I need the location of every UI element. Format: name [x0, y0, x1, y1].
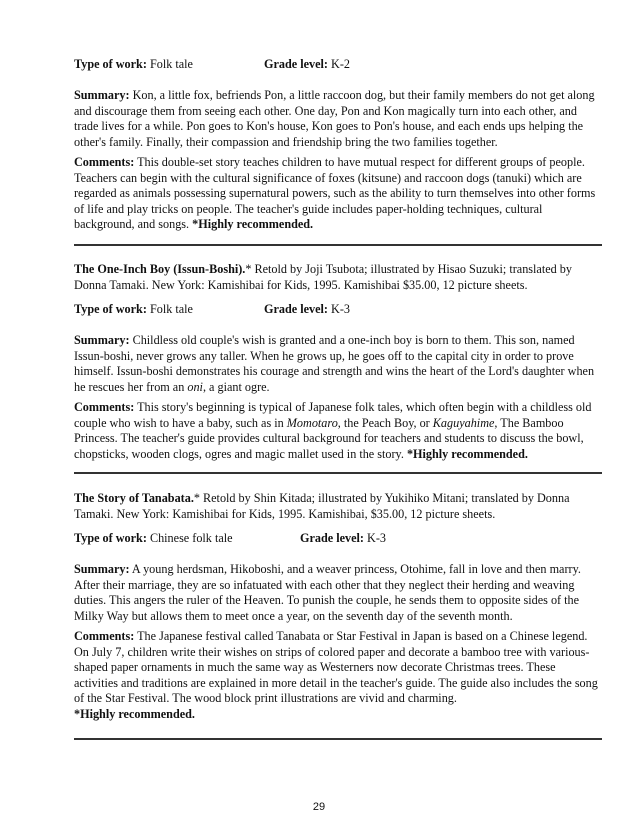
type-of-work-value: Folk tale [149, 57, 193, 71]
type-of-work-label: Type of work: [74, 302, 147, 316]
grade-level-label: Grade level: [264, 57, 328, 71]
section-divider [74, 472, 602, 474]
type-of-work-line-1 [74, 57, 602, 73]
grade-level-label: Grade level: [300, 531, 364, 545]
summary-label: Summary: [74, 562, 130, 576]
type-of-work-line-3 [74, 531, 602, 547]
citation-text: * Retold by Shin Kitada; illustrated by Yukihiko Mitani; translated by Donna Tamaki. New York: Kamishibai for Kids, 1995. Kamishibai, $35.00, 12 picture sheets. [74, 491, 570, 521]
summary-text-end: , a giant ogre. [202, 379, 270, 394]
type-of-work-value: Folk tale [149, 302, 193, 316]
grade-level-value: K-3 [367, 531, 386, 545]
summary-label: Summary: [74, 333, 130, 347]
citation-paragraph-3 [74, 491, 602, 522]
summary-text: Childless old couple's wish is granted and a one-inch boy is born to them. This son, named Issun-boshi, never grows any taller. When he grows up, he goes off to the capital city in order to prove himself. Issun-boshi demonstrates his courage and strength and wins the heart of the Lord's daughter when he rescues her from an [74, 333, 595, 394]
comments-text-mid: , the Peach Boy, or [337, 415, 433, 430]
comments-emphasis: Kaguyahime [432, 415, 495, 430]
recommendation: *Highly recommended. [192, 217, 314, 232]
comments-label: Comments: [74, 155, 135, 169]
summary-paragraph-3 [74, 562, 602, 624]
type-of-work-value: Chinese folk tale [149, 531, 233, 545]
book-title: The One-Inch Boy (Issun-Boshi). [74, 262, 246, 276]
comments-text: This double-set story teaches children to have mutual respect for different groups of people. Teachers can begin with the cultural significance of foxes (kitsune) and raccoon dogs (tanuki) which are regarded as animals possessing supernatural powers, such as the ability to turn themselves into other forms of life and play tricks on people. The teacher's guide includes paper-holding techniques, cultural background, and songs. [74, 155, 596, 232]
type-of-work-label: Type of work: [74, 57, 147, 71]
citation-text: * Retold by Joji Tsubota; illustrated by Hisao Suzuki; translated by Donna Tamaki. New York: Kamishibai for Kids, 1995. Kamishibai $35.00, 12 picture sheets. [74, 262, 572, 292]
type-of-work-line-2 [74, 302, 602, 318]
comments-text-end: , The Bamboo Princess. The teacher's guide provides cultural background for teachers and students to discuss the bowl, chopsticks, wooden clogs, ogres and magic mallet used in the story. [74, 415, 584, 461]
grade-level-value: K-3 [331, 302, 350, 316]
book-title: The Story of Tanabata. [74, 491, 194, 505]
type-of-work-label: Type of work: [74, 531, 147, 545]
grade-level-value: K-2 [331, 57, 350, 71]
comments-text: The Japanese festival called Tanabata or Star Festival in Japan is based on a Chinese legend. On July 7, children write their wishes on strips of colored paper and decorate a bamboo tree with various-shaped paper ornaments in much the same way as Westerners now decorate Christmas trees. These activities and traditions are explained in more detail in the teacher's guide. The guide also includes the song of the Star Festival. The wood block print illustrations are vivid and charming. [74, 629, 598, 706]
comments-text: This story's beginning is typical of Japanese folk tales, which often begin with a childless old couple who wish to have a baby, such as in [74, 400, 592, 430]
summary-text: Kon, a little fox, befriends Pon, a little raccoon dog, but their family members do not get along and discourage them from seeing each other. One day, Pon and Kon magically turn into each other, and trade lives for a while. Pon goes to Kon's house, Kon goes to Pon's house, and each ends ups helping the other's family. Finally, their compassion and friendship bring the two families together. [74, 88, 595, 149]
summary-paragraph-2 [74, 333, 602, 395]
comments-emphasis: Momotaro [286, 415, 338, 430]
comments-label: Comments: [74, 629, 135, 643]
citation-paragraph-2 [74, 262, 602, 293]
section-divider [74, 738, 602, 740]
recommendation: *Highly recommended. [74, 706, 195, 721]
comments-paragraph-3 [74, 629, 602, 723]
summary-text: A young herdsman, Hikoboshi, and a weaver princess, Otohime, fall in love and then marry. After their marriage, they are so infatuated with each other that they neglect their herding and weaving duties. This angers the ruler of the Heaven. To punish the couple, he sends them to opposite sides of the Milky Way but allows them to meet once a year, on the seventh day of the seventh month. [74, 562, 581, 623]
recommendation: *Highly recommended. [406, 446, 528, 461]
summary-label: Summary: [74, 88, 130, 102]
comments-label: Comments: [74, 400, 135, 414]
section-divider [74, 244, 602, 246]
comments-paragraph-2 [74, 400, 602, 462]
summary-emphasis: oni [187, 379, 203, 394]
comments-paragraph-1 [74, 155, 602, 233]
summary-paragraph-1 [74, 88, 602, 150]
page-number: 29 [312, 801, 326, 813]
grade-level-label: Grade level: [264, 302, 328, 316]
